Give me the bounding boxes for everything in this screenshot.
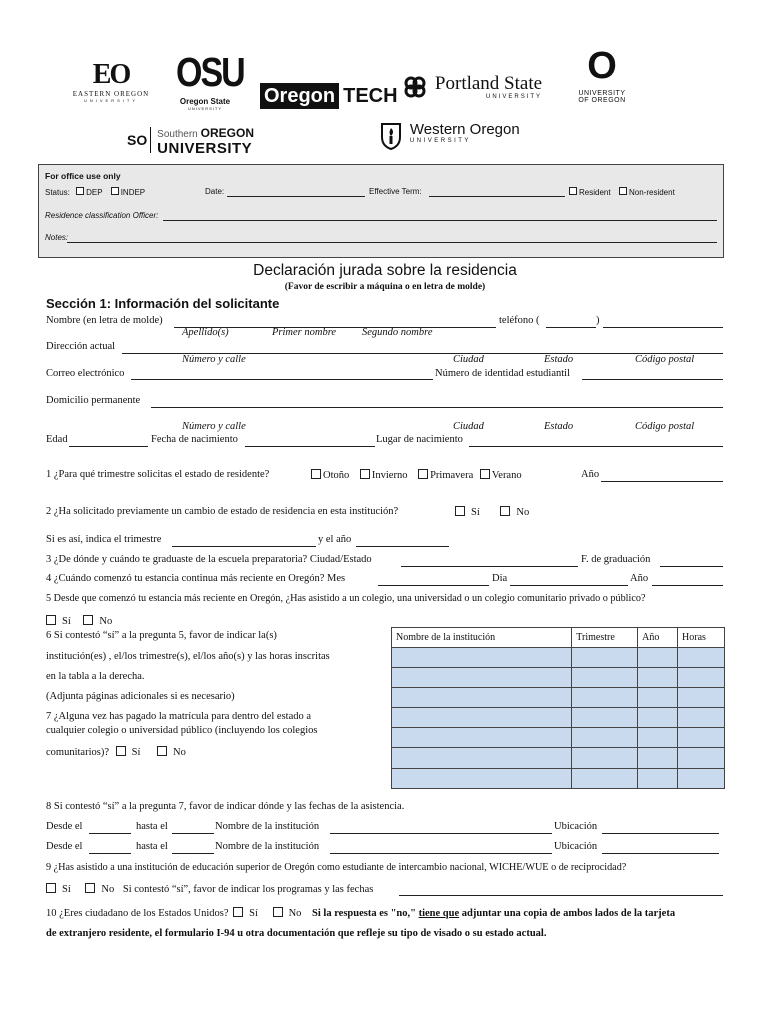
uo-logo <box>572 46 632 104</box>
invierno-checkbox[interactable] <box>360 469 370 479</box>
table-row <box>392 688 725 708</box>
table-row <box>392 748 725 768</box>
table-cell[interactable] <box>678 688 725 708</box>
notes-label: Notes: <box>45 233 69 242</box>
notes-row <box>45 233 719 242</box>
q9-no-label: No <box>101 884 115 895</box>
calle-hint-2: Número y calle <box>182 421 246 432</box>
psu-sub: UNIVERSITY <box>486 94 543 100</box>
table-cell[interactable] <box>392 768 572 788</box>
phone-area-field[interactable] <box>546 327 596 328</box>
q10-row <box>46 907 675 919</box>
form-title: Declaración jurada sobre la residencia <box>253 262 517 279</box>
q9-programs-field[interactable] <box>399 895 723 896</box>
edad-label: Edad <box>46 434 68 445</box>
table-row <box>392 768 725 788</box>
table-cell[interactable] <box>678 648 725 668</box>
q8-nombre-label-2: Nombre de la institución <box>215 841 320 852</box>
codigo-hint: Código postal <box>635 354 695 365</box>
table-cell[interactable] <box>572 748 638 768</box>
dep-label: DEP <box>86 188 103 197</box>
uo-mark: O <box>587 45 617 87</box>
table-cell[interactable] <box>392 728 572 748</box>
table-cell[interactable] <box>572 688 638 708</box>
table-cell[interactable] <box>572 668 638 688</box>
ciudad-hint-2: Ciudad <box>453 421 484 432</box>
q8-desde-field-2[interactable] <box>89 853 131 854</box>
q8-desde-label-1: Desde el <box>46 821 83 832</box>
q8-desde-field-1[interactable] <box>89 833 131 834</box>
codigo-hint-2: Código postal <box>635 421 695 432</box>
q10-no-checkbox[interactable] <box>273 907 283 917</box>
office-status-row <box>45 187 719 197</box>
q3-grad-field[interactable] <box>660 566 723 567</box>
table-cell[interactable] <box>638 668 678 688</box>
otono-label: Otoño <box>323 470 350 481</box>
edad-field[interactable] <box>69 446 148 447</box>
nonresident-label: Non-resident <box>629 188 675 197</box>
uo-name1: UNIVERSITY <box>578 90 626 97</box>
q4-ano-label: Año <box>630 573 649 584</box>
uo-name2: OF OREGON <box>578 97 626 104</box>
officer-row <box>45 211 719 220</box>
term-label: Effective Term: <box>369 187 422 196</box>
table-row <box>392 648 725 668</box>
table-cell[interactable] <box>638 648 678 668</box>
q5-si-checkbox[interactable] <box>46 615 56 625</box>
table-row <box>392 708 725 728</box>
q9-si-label: Sí <box>62 884 71 895</box>
id-label: Número de identidad estudiantil <box>435 368 571 379</box>
table-cell[interactable] <box>638 748 678 768</box>
oit-a: Oregon <box>260 83 339 109</box>
nonresident-checkbox[interactable] <box>619 187 627 195</box>
q4-dia-field[interactable] <box>510 585 628 586</box>
q10-si-checkbox[interactable] <box>233 907 243 917</box>
q3-ciudad-field[interactable] <box>401 566 578 567</box>
table-row <box>392 728 725 748</box>
osu-name: Oregon State <box>179 97 231 106</box>
table-cell[interactable] <box>392 648 572 668</box>
ciudad-hint: Ciudad <box>453 354 484 365</box>
q4-ano-field[interactable] <box>652 585 723 586</box>
table-header-row <box>392 628 725 648</box>
q7-line1: 7 ¿Alguna vez has pagado la matrícula para dentro del estado a <box>46 711 312 722</box>
verano-checkbox[interactable] <box>480 469 490 479</box>
q8-nombre-label-1: Nombre de la institución <box>215 821 320 832</box>
q2-si-label: Sí <box>471 507 480 518</box>
q8-nombre-field-1[interactable] <box>330 833 552 834</box>
q3-text: 3 ¿De dónde y cuándo te graduaste de la escuela preparatoria? Ciudad/Estado <box>46 554 372 565</box>
q3-grad-label: F. de graduación <box>581 554 651 565</box>
apellidos-hint: Apellido(s) <box>182 327 229 338</box>
q2-si-checkbox[interactable] <box>455 506 465 516</box>
eou-sub: UNIVERSITY <box>83 98 138 103</box>
q5-no-label: No <box>99 616 113 627</box>
q7-si-checkbox[interactable] <box>116 746 126 756</box>
indep-label: INDEP <box>120 188 146 197</box>
q1-ano-label: Año <box>581 469 600 480</box>
institution-table <box>391 627 725 789</box>
table-cell[interactable] <box>572 728 638 748</box>
wou-sub: UNIVERSITY <box>409 138 471 144</box>
torch-icon <box>378 121 404 154</box>
q2-ano-field[interactable] <box>356 546 449 547</box>
invierno-label: Invierno <box>371 470 408 481</box>
psu-logo <box>402 74 542 103</box>
estado-hint-2: Estado <box>544 421 574 432</box>
psu-name: Portland State <box>434 73 543 94</box>
q2-trimestre-field[interactable] <box>172 546 316 547</box>
lugar-nac-label: Lugar de nacimiento <box>376 434 463 445</box>
oit-b: TECH <box>343 85 398 107</box>
otono-checkbox[interactable] <box>311 469 321 479</box>
q1-ano-field[interactable] <box>601 481 723 482</box>
table-cell[interactable] <box>678 728 725 748</box>
officer-field[interactable] <box>163 211 717 221</box>
q1-text: 1 ¿Para qué trimestre solicitas el estado de residente? <box>46 469 270 480</box>
psu-icon <box>402 74 428 103</box>
q5-no-checkbox[interactable] <box>83 615 93 625</box>
q5-options <box>46 615 112 627</box>
table-cell[interactable] <box>638 708 678 728</box>
resident-checkbox[interactable] <box>569 187 577 195</box>
table-cell[interactable] <box>638 728 678 748</box>
q1-options <box>311 469 522 481</box>
officer-label: Residence classification Officer: <box>45 211 159 220</box>
sou-mark: SO <box>127 127 151 153</box>
direccion-label: Dirección actual <box>46 341 116 352</box>
q2-y-el-ano: y el año <box>318 534 352 545</box>
table-cell[interactable] <box>638 768 678 788</box>
header-horas: Horas <box>678 628 725 648</box>
q6-line3: en la tabla a la derecha. <box>46 671 145 682</box>
q6-line4: (Adjunta páginas adicionales si es necesario) <box>46 691 235 702</box>
q2-text: 2 ¿Ha solicitado previamente un cambio de estado de residencia en esta institución? <box>46 506 399 517</box>
table-cell[interactable] <box>572 768 638 788</box>
sou-logo <box>127 127 254 157</box>
resident-label: Resident <box>579 188 611 197</box>
q6-line2: institución(es) , el/los trimestre(s), el/los año(s) y las horas inscritas <box>46 651 330 662</box>
form-subtitle: (Favor de escribir a máquina o en letra de molde) <box>284 282 486 292</box>
telefono-label: teléfono ( <box>499 315 540 326</box>
q9-si-checkbox[interactable] <box>46 883 56 893</box>
q2-options <box>455 506 529 518</box>
wou-name: Western Oregon <box>409 121 520 138</box>
eou-name: EASTERN OREGON <box>72 90 150 98</box>
table-cell[interactable] <box>678 668 725 688</box>
q4-dia-label: Dia <box>492 573 508 584</box>
calle-hint: Número y calle <box>182 354 246 365</box>
table-cell[interactable] <box>392 748 572 768</box>
osu-logo <box>176 50 244 111</box>
q8-hasta-label-1: hasta el <box>136 821 168 832</box>
q9-text: 9 ¿Has asistido a una institución de educación superior de Oregón como estudiante de intercambio nacional, WICHE/WUE o de reciprocidad? <box>46 862 627 873</box>
q4-mes-field[interactable] <box>378 585 489 586</box>
q9-no-checkbox[interactable] <box>85 883 95 893</box>
q10-si-label: Sí <box>249 908 258 919</box>
q9-options <box>46 883 373 895</box>
date-label: Date: <box>205 187 225 196</box>
q7-si-label: Sí <box>131 747 141 758</box>
q10-bold2: adjuntar una copia de ambos lados de la tarjeta <box>461 908 676 919</box>
q8-ubicacion-field-1[interactable] <box>602 833 719 834</box>
phone-close-paren: ) <box>596 315 600 326</box>
q7-line3: comunitarios)? <box>46 747 109 758</box>
q8-ubicacion-label-1: Ubicación <box>554 821 598 832</box>
indep-checkbox[interactable] <box>111 187 119 195</box>
table-cell[interactable] <box>572 648 638 668</box>
sou-big2: UNIVERSITY <box>157 140 253 157</box>
status-label: Status: <box>45 188 70 197</box>
table-cell[interactable] <box>678 768 725 788</box>
q10-no-label: No <box>288 908 302 919</box>
q7-no-label: No <box>173 747 186 758</box>
nombre-label: Nombre (en letra de molde) <box>46 315 163 326</box>
eou-mark: EO <box>92 59 130 90</box>
correo-label: Correo electrónico <box>46 368 125 379</box>
q4-text: 4 ¿Cuándo comenzó tu estancia continua más reciente en Oregón? Mes <box>46 573 346 584</box>
q8-hasta-field-1[interactable] <box>172 833 214 834</box>
verano-label: Verano <box>491 470 522 481</box>
table-cell[interactable] <box>392 668 572 688</box>
lugar-nac-field[interactable] <box>469 446 723 447</box>
wou-logo <box>378 121 520 154</box>
fecha-nac-field[interactable] <box>245 446 375 447</box>
q8-nombre-field-2[interactable] <box>330 853 552 854</box>
q5-si-label: Sí <box>62 616 71 627</box>
q2-no-label: No <box>516 507 530 518</box>
section1-title: Sección 1: Información del solicitante <box>46 296 280 311</box>
phone-field[interactable] <box>603 327 723 328</box>
sou-big1: OREGON <box>200 126 255 140</box>
office-use-box <box>38 164 724 258</box>
q7-line2: cualquier colegio o universidad público (incluyendo los colegios <box>46 725 318 736</box>
id-field[interactable] <box>582 379 723 380</box>
q8-ubicacion-label-2: Ubicación <box>554 841 598 852</box>
q8-hasta-field-2[interactable] <box>172 853 214 854</box>
q8-text: 8 Si contestó “sí” a la pregunta 7, favor de indicar dónde y las fechas de la asistencia. <box>46 801 405 812</box>
eou-logo <box>66 60 156 103</box>
q10-underlined: tiene que <box>418 908 460 919</box>
notes-field[interactable] <box>67 233 717 243</box>
primavera-checkbox[interactable] <box>418 469 428 479</box>
segundo-hint: Segundo nombre <box>362 327 433 338</box>
table-cell[interactable] <box>392 708 572 728</box>
table-row <box>392 668 725 688</box>
sou-small: Southern <box>157 129 198 140</box>
dep-checkbox[interactable] <box>76 187 84 195</box>
q5-text: 5 Desde que comenzó tu estancia más reciente en Oregón, ¿Has asistido a un colegio, una universidad o un colegio comunitario privado o público? <box>46 593 646 604</box>
domicilio-label: Domicilio permanente <box>46 395 141 406</box>
q7-line3-row <box>46 746 186 758</box>
term-field[interactable] <box>429 187 565 197</box>
q10-bold3: de extranjero residente, el formulario I-94 u otra documentación que refleje su tipo de visado o su estado actual. <box>46 928 547 939</box>
q6-line1: 6 Si contestó “sí” a la pregunta 5, favor de indicar la(s) <box>46 630 277 641</box>
q9-follow: Si contestó “sí”, favor de indicar los programas y las fechas <box>122 884 374 895</box>
q2-follow: Si es así, indica el trimestre <box>46 534 162 545</box>
correo-field[interactable] <box>131 379 433 380</box>
q8-ubicacion-field-2[interactable] <box>602 853 719 854</box>
q8-hasta-label-2: hasta el <box>136 841 168 852</box>
estado-hint: Estado <box>544 354 574 365</box>
q8-desde-label-2: Desde el <box>46 841 83 852</box>
header-ano: Año <box>638 628 678 648</box>
osu-mark: OSU <box>176 50 244 96</box>
primavera-label: Primavera <box>430 470 474 481</box>
q10-bold1: Si la respuesta es "no," <box>312 908 416 919</box>
q10-text: 10 ¿Eres ciudadano de los Estados Unidos? <box>46 908 229 919</box>
fecha-nac-label: Fecha de nacimiento <box>151 434 238 445</box>
header-institucion: Nombre de la institución <box>392 628 572 648</box>
date-field[interactable] <box>227 187 365 197</box>
table-cell[interactable] <box>678 708 725 728</box>
primer-hint: Primer nombre <box>272 327 337 338</box>
table-cell[interactable] <box>572 708 638 728</box>
header-trimestre: Trimestre <box>572 628 638 648</box>
q7-no-checkbox[interactable] <box>157 746 167 756</box>
office-title: For office use only <box>45 171 121 181</box>
domicilio-field[interactable] <box>151 407 723 408</box>
table-cell[interactable] <box>638 688 678 708</box>
q2-no-checkbox[interactable] <box>500 506 510 516</box>
table-cell[interactable] <box>678 748 725 768</box>
oit-logo <box>260 83 398 109</box>
table-cell[interactable] <box>392 688 572 708</box>
osu-sub: UNIVERSITY <box>187 106 222 111</box>
